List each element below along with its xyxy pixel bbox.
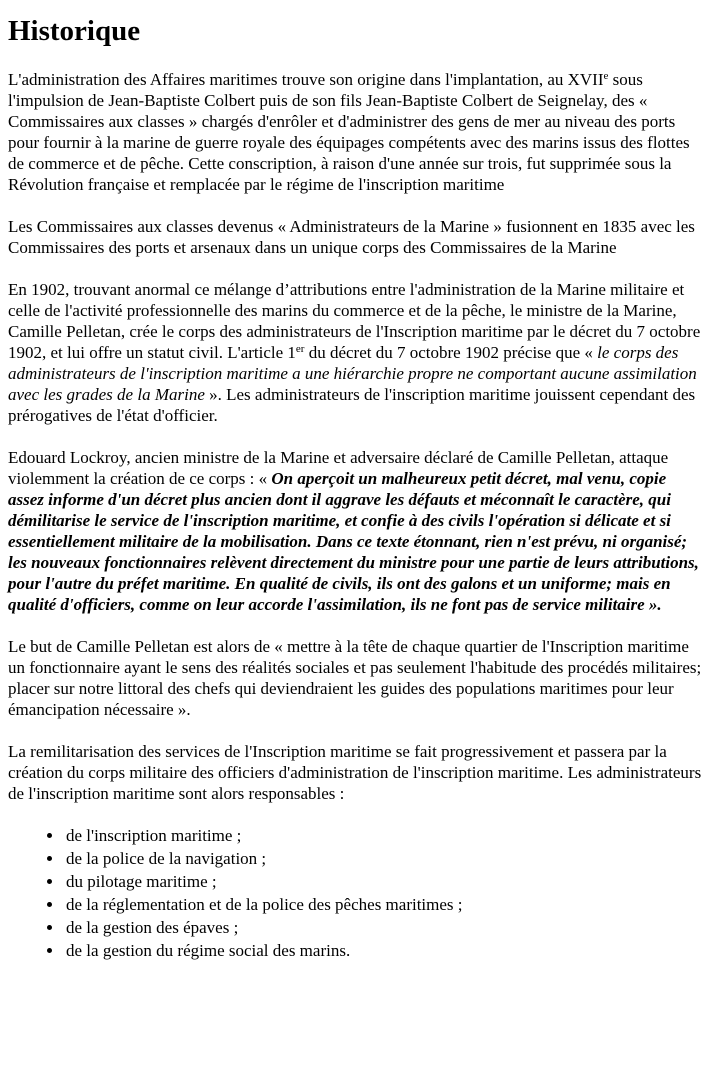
text-run: du décret du 7 octobre 1902 précise que « xyxy=(304,343,598,362)
text-run: En 1902, trouvant anormal ce mélange d’attributions entre l'administration de la Marine militaire et celle de l'activité professionnelle des marins du commerce et de la pêche, le ministre de la Marine, Camille Pelletan, crée le corps des administrateurs de l'Inscription maritime par le décret du 7 octobre 1902, et lui offre un statut civil. L'article 1 xyxy=(8,280,701,362)
list-item: • du pilotage maritime ; xyxy=(64,871,705,892)
text-run: Les Commissaires aux classes devenus « Administrateurs de la Marine » fusionnent en 1835 avec les Commissaires des ports et arsenaux dans un unique corps des Commissaires de la Marine xyxy=(8,217,695,257)
text-run: sous l'impulsion de Jean-Baptiste Colbert puis de son fils Jean-Baptiste Colbert de Seignelay, des « Commissaires aux classes » chargés d'enrôler et d'administrer des gens de mer au niveau des ports pour fournir à la marine de guerre royale des équipages compétents avec des marins issus des flottes de commerce et de pêche. Cette conscription, à raison d'une année sur trois, fut supprimée sous la Révolution française et remplacée par le régime de l'inscription maritime xyxy=(8,70,690,194)
paragraph xyxy=(8,636,705,720)
text-run: La remilitarisation des services de l'Inscription maritime se fait progressivement et passera par la création du corps militaire des officiers d'administration de l'inscription maritime. Les administrateurs de l'inscription maritime sont alors responsables : xyxy=(8,742,702,803)
paragraph xyxy=(8,216,705,258)
list-item: • de l'inscription maritime ; xyxy=(64,825,705,846)
text-run-italic: le corps des administrateurs de l'inscription maritime a une hiérarchie propre ne comportant aucune assimilation avec les grades de la Marine xyxy=(8,343,697,404)
text-run-bolditalic: On aperçoit un malheureux petit décret, mal venu, copie assez informe d'un décret plus ancien dont il aggrave les défauts et méconnaît le caractère, qui démilitarise le service de l'inscription maritime, et confie à des civils l'opération si délicate et si essentiellement militaire de la mobilisation. Dans ce texte étonnant, rien n'est prévu, ni organisé; les nouveaux fonctionnaires relèvent directement du ministre pour une partie de leurs attributions, pour l'autre du préfet maritime. En qualité de civils, ils ont des galons et un uniforme; mais en qualité d'officiers, comme on leur accorde l'assimilation, ils ne font pas de service militaire ». xyxy=(8,469,699,614)
paragraph xyxy=(8,69,705,195)
responsibilities-list xyxy=(8,825,705,961)
paragraph xyxy=(8,279,705,426)
text-run: Le but de Camille Pelletan est alors de « mettre à la tête de chaque quartier de l'Inscription maritime un fonctionnaire ayant le sens des réalités sociales et pas seulement l'habitude des procédés militaires; placer sur notre littoral des chefs qui deviendraient les guides des populations maritimes pour leur émancipation nécessaire ». xyxy=(8,637,702,719)
paragraph xyxy=(8,741,705,804)
page-title: Historique xyxy=(8,15,141,47)
list-item: • de la police de la navigation ; xyxy=(64,848,705,869)
list-item: • de la gestion du régime social des marins. xyxy=(64,940,705,961)
text-run: ». Les administrateurs de l'inscription maritime jouissent cependant des prérogatives de l'état d'officier. xyxy=(8,385,696,425)
text-run: Edouard Lockroy, ancien ministre de la Marine et adversaire déclaré de Camille Pelletan, attaque violemment la création de ce corps : « xyxy=(8,448,669,488)
paragraph xyxy=(8,447,705,615)
list-item: • de la gestion des épaves ; xyxy=(64,917,705,938)
article-body xyxy=(8,69,705,961)
superscript: er xyxy=(295,343,305,355)
superscript: e xyxy=(603,70,609,82)
text-run: L'administration des Affaires maritimes trouve son origine dans l'implantation, au XVII xyxy=(8,70,604,89)
list-item: • de la réglementation et de la police des pêches maritimes ; xyxy=(64,894,705,915)
